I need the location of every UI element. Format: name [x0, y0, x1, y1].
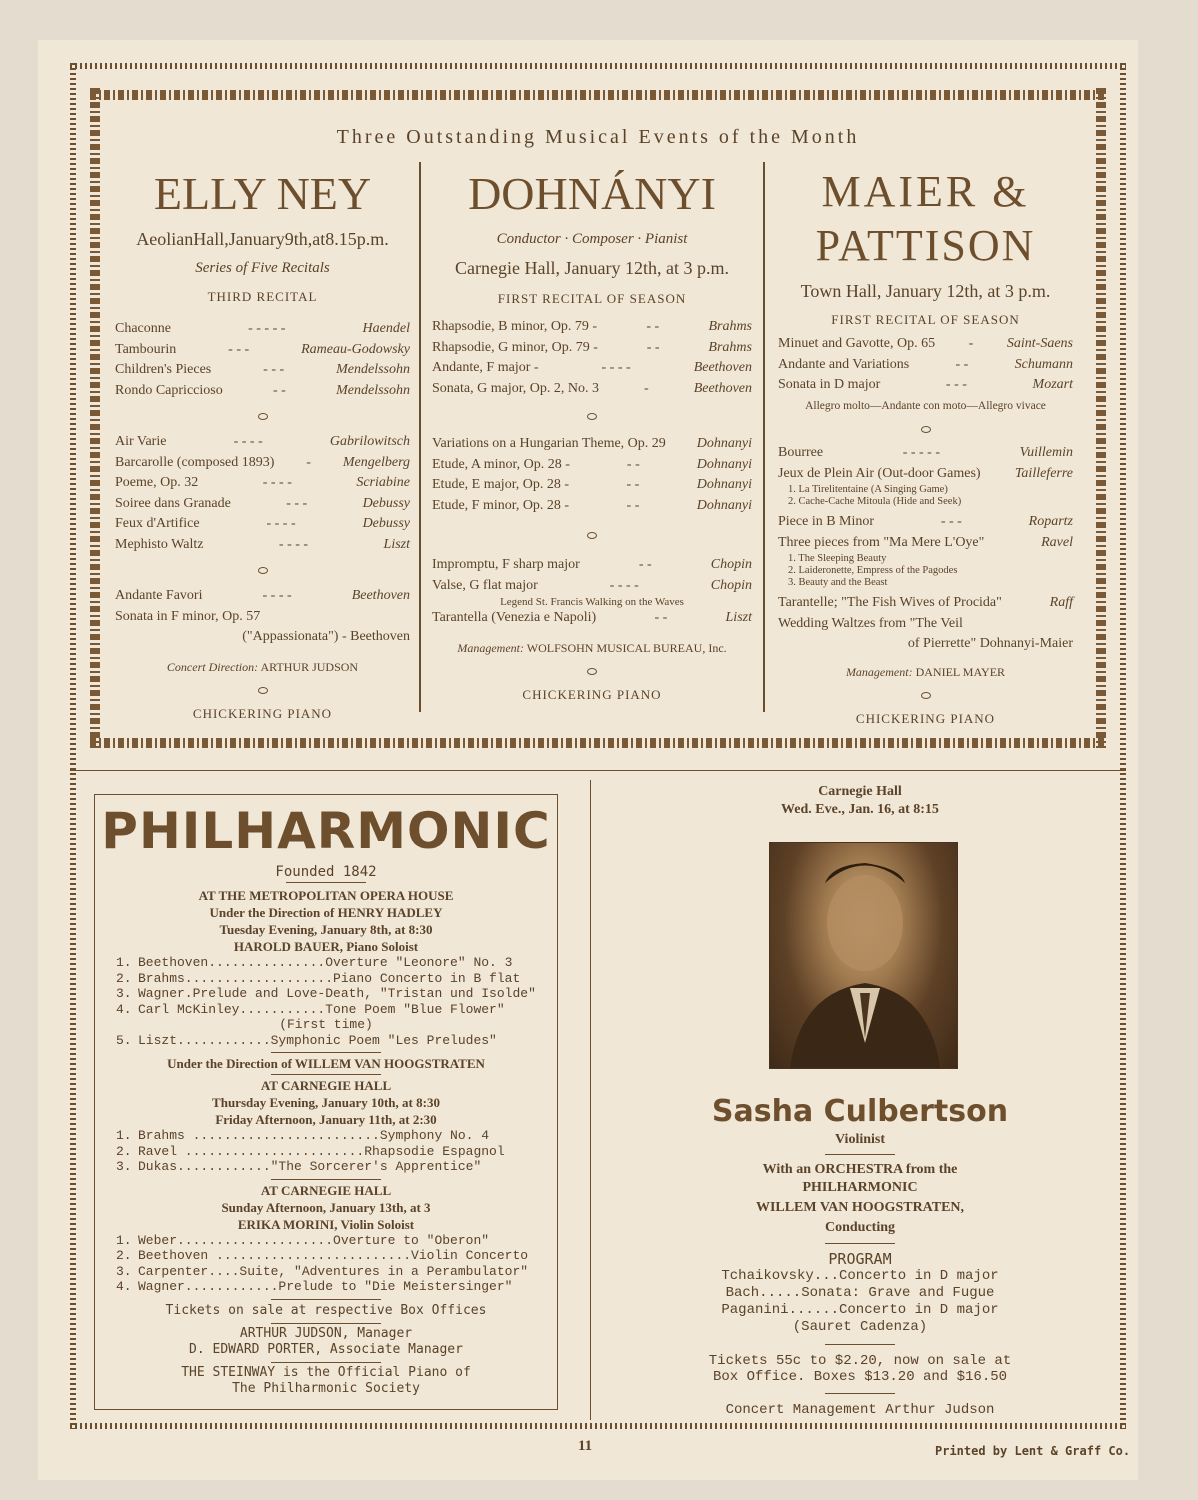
events-header: Three Outstanding Musical Events of the Month	[336, 126, 860, 148]
divider	[271, 1074, 381, 1075]
program-row: Wedding Waltzes from "The Veil	[778, 615, 963, 631]
section-ornament	[587, 532, 597, 539]
ney-series: Series of Five Recitals	[195, 260, 330, 276]
program-row: Impromptu, F sharp major - - Chopin	[432, 557, 752, 572]
program-row: Etude, E major, Op. 28 - - - Dohnanyi	[432, 477, 752, 492]
sasha-tickets-1: Tickets 55c to $2.20, now on sale at	[708, 1353, 1012, 1369]
dohnanyi-group-3	[432, 555, 752, 629]
section-ornament	[258, 413, 268, 420]
carnegie-header-1: AT CARNEGIE HALL	[260, 1078, 392, 1093]
direction-2: Under the Direction of WILLEM VAN HOOGSTRATEN	[167, 1056, 485, 1071]
date-2b: Friday Afternoon, January 11th, at 2:30	[215, 1112, 437, 1127]
printer-credit: Printed by Lent & Graff Co.	[935, 1444, 1131, 1458]
date-1: Tuesday Evening, January 8th, at 8:30	[219, 922, 433, 937]
program-row: Minuet and Gavotte, Op. 65 - Saint-Saens	[778, 336, 1073, 351]
program-row: Tarantelle; "The Fish Wives of Procida" Raff	[778, 595, 1073, 610]
section-ornament	[921, 692, 931, 699]
program-row: 3. Dukas............"The Sorcerer's Apprentice"	[116, 1159, 482, 1174]
maier-name-2: PATTISON	[815, 221, 1036, 270]
met-header: AT THE METROPOLITAN OPERA HOUSE	[198, 888, 454, 903]
program-row: 3. Carpenter....Suite, "Adventures in a Perambulator"	[116, 1263, 529, 1279]
ney-direction: Concert Direction: ARTHUR JUDSON	[166, 659, 359, 674]
maier-group-1	[778, 334, 1073, 416]
program-row: 4. Carl McKinley...........Tone Poem "Blue Flower"	[116, 1001, 505, 1017]
border-rule-top	[70, 63, 1126, 69]
ornament-left	[90, 88, 100, 748]
program-row: 1. Beethoven...............Overture "Leonore" No. 3	[116, 955, 513, 970]
date-2a: Thursday Evening, January 10th, at 8:30	[212, 1095, 440, 1110]
sasha-date: Wed. Eve., Jan. 16, at 8:15	[781, 802, 939, 817]
carnegie-header-2: AT CARNEGIE HALL	[260, 1182, 392, 1198]
soloist-1: HAROLD BAUER, Piano Soloist	[233, 939, 419, 954]
program-row: Sonata in F minor, Op. 57	[115, 608, 261, 624]
program-row: Tambourin - - - Rameau-Godowsky	[115, 341, 410, 357]
sasha-conducting: Conducting	[824, 1220, 896, 1235]
sub-item: 2. Cache-Cache Mitoula (Hide and Seek)	[788, 496, 962, 507]
divider	[271, 1179, 381, 1180]
sasha-name: Sasha Culbertson	[711, 1094, 1009, 1129]
border-rule-left	[70, 63, 76, 1429]
ney-group-2	[115, 432, 410, 555]
legend-note: Legend St. Francis Walking on the Waves	[500, 596, 684, 608]
section-ornament	[258, 567, 268, 574]
program-row: Etude, A minor, Op. 28 - - - Dohnanyi	[432, 456, 752, 472]
maier-management: Management: DANIEL MAYER	[845, 664, 1006, 679]
divider	[286, 882, 366, 883]
dohnanyi-column	[432, 165, 752, 703]
program-row: 1. Weber....................Overture to "Oberon"	[116, 1232, 490, 1248]
program-row: Variations on a Hungarian Theme, Op. 29 Dohnanyi	[432, 436, 752, 451]
sasha-management: Concert Management Arthur Judson	[725, 1402, 995, 1418]
program-row: 4. Wagner............Prelude to "Die Meistersinger"	[116, 1279, 513, 1294]
ney-piano: CHICKERING PIANO	[192, 705, 333, 721]
steinway-2: The Philharmonic Society	[232, 1380, 420, 1396]
program-row: (Sauret Cadenza)	[792, 1319, 928, 1335]
sasha-with-2: PHILHARMONIC	[802, 1180, 918, 1195]
program-row: Valse, G flat major - - - - Chopin	[432, 577, 752, 593]
divider	[825, 1154, 895, 1155]
ney-column	[115, 165, 410, 722]
divider	[825, 1243, 895, 1244]
program-row: 2. Ravel .......................Rhapsodie Espagnol	[116, 1143, 505, 1159]
section-ornament	[258, 687, 268, 694]
program-row: Piece in B Minor - - - Ropartz	[778, 514, 1073, 529]
maier-recital: FIRST RECITAL OF SEASON	[831, 312, 1020, 327]
ornament-right	[1096, 88, 1106, 748]
program-row: Andante and Variations - - Schumann	[778, 356, 1073, 372]
program-row: 2. Beethoven .........................Violin Concerto	[116, 1248, 529, 1263]
divider	[271, 1362, 381, 1363]
dohnanyi-roles: Conductor · Composer · Pianist	[496, 231, 688, 247]
sasha-role: Violinist	[834, 1132, 886, 1147]
dohnanyi-venue: Carnegie Hall, January 12th, at 3 p.m.	[455, 258, 729, 278]
section-ornament	[587, 413, 597, 420]
program-1	[98, 955, 554, 1048]
program-row: 3. Wagner.Prelude and Love-Death, "Tristan und Isolde"	[116, 986, 536, 1001]
sasha-conductor: WILLEM VAN HOOGSTRATEN,	[755, 1200, 965, 1215]
divider	[825, 1393, 895, 1394]
section-separator	[70, 770, 1126, 771]
ney-recital: THIRD RECITAL	[207, 289, 318, 304]
section-ornament	[587, 668, 597, 675]
dohnanyi-group-2	[432, 434, 752, 516]
philharmonic-title: PHILHARMONIC	[101, 802, 551, 860]
steinway-1: THE STEINWAY is the Official Piano of	[181, 1364, 471, 1380]
program-row: 1. Brahms ........................Symphony No. 4	[116, 1128, 490, 1143]
program-row: Poeme, Op. 32 - - - - Scriabine	[115, 475, 410, 490]
program-row: ("Appassionata") - Beethoven	[242, 629, 410, 644]
dohnanyi-piano: CHICKERING PIANO	[522, 686, 662, 702]
ney-group-1	[115, 319, 410, 401]
divider	[271, 1052, 381, 1053]
program-row: Rhapsodie, B minor, Op. 79 - - - Brahms	[432, 319, 752, 334]
program-row: Paganini......Concerto in D major	[721, 1302, 999, 1318]
sasha-hall: Carnegie Hall	[818, 784, 902, 799]
program-row: Mephisto Waltz - - - - Liszt	[115, 536, 410, 552]
program-row: Bourree - - - - - Vuillemin	[778, 445, 1073, 460]
sasha-content	[640, 1092, 1080, 1418]
sub-item: 2. Laideronette, Empress of the Pagodes	[788, 565, 958, 576]
program-label: PROGRAM	[828, 1250, 892, 1268]
program-row: (First time)	[279, 1017, 373, 1032]
program-row: Andante Favori - - - - Beethoven	[115, 588, 410, 603]
program-row: Jeux de Plein Air (Out-door Games) Tailleferre	[778, 465, 1073, 481]
maier-column	[778, 165, 1073, 727]
program-3	[98, 1233, 554, 1295]
divider	[271, 1299, 381, 1300]
ornament-top	[90, 90, 1106, 100]
direction-1: Under the Direction of HENRY HADLEY	[209, 905, 443, 920]
ornament-bottom	[90, 738, 1106, 748]
program-row: Feux d'Artifice - - - - Debussy	[115, 516, 410, 531]
program-row: of Pierrette" Dohnanyi-Maier	[907, 636, 1073, 651]
program-row: Children's Pieces - - - Mendelssohn	[115, 362, 410, 377]
program-row: Air Varie - - - - Gabrilowitsch	[115, 434, 410, 449]
program-row: Tchaikovsky...Concerto in D major	[721, 1268, 999, 1284]
tempo-note: Allegro molto—Andante con moto—Allegro vivace	[805, 399, 1046, 412]
dohnanyi-group-1	[432, 317, 752, 399]
program-2	[98, 1128, 554, 1175]
program-row: Andante, F major - - - - - Beethoven	[432, 360, 752, 375]
divider-2	[763, 162, 765, 712]
section-ornament	[921, 426, 931, 433]
program-row: Sonata, G major, Op. 2, No. 3 - Beethoven	[432, 380, 752, 396]
sasha-header	[640, 783, 1080, 819]
philharmonic-founded: Founded 1842	[275, 864, 377, 880]
portrait-figure	[770, 843, 957, 1068]
program-row: Soiree dans Granade - - - Debussy	[115, 495, 410, 511]
column-separator	[590, 780, 591, 1420]
ney-name: ELLY NEY	[153, 168, 372, 219]
maier-name-1: MAIER &	[821, 167, 1030, 216]
page-number: 11	[578, 1438, 593, 1454]
program-row: 2. Brahms...................Piano Concerto in B flat	[116, 970, 521, 986]
soloist-3: ERIKA MORINI, Violin Soloist	[237, 1216, 415, 1232]
program-row: Chaconne - - - - - Haendel	[115, 321, 410, 336]
dohnanyi-recital: FIRST RECITAL OF SEASON	[497, 291, 687, 306]
sasha-with-1: With an ORCHESTRA from the	[762, 1162, 958, 1177]
border-rule-bottom	[70, 1423, 1126, 1429]
manager-2: D. EDWARD PORTER, Associate Manager	[189, 1341, 463, 1357]
sub-item: 1. The Sleeping Beauty	[788, 553, 887, 564]
box-office-note: Tickets on sale at respective Box Offices	[165, 1302, 487, 1318]
dohnanyi-management: Management: WOLFSOHN MUSICAL BUREAU, Inc.	[457, 640, 727, 655]
border-rule-right	[1120, 63, 1126, 1429]
date-3: Sunday Afternoon, January 13th, at 3	[221, 1199, 431, 1215]
sasha-program	[640, 1268, 1080, 1336]
program-row: Etude, F minor, Op. 28 - - - Dohnanyi	[432, 497, 752, 513]
sub-item: 1. La Tirelitentaine (A Singing Game)	[788, 484, 948, 495]
ney-venue: AeolianHall,January9th,at8.15p.m.	[136, 229, 389, 249]
divider	[825, 1344, 895, 1345]
sub-item: 3. Beauty and the Beast	[788, 577, 888, 588]
program-row: Sonata in D major - - - Mozart	[778, 377, 1073, 392]
manager-1: ARTHUR JUDSON, Manager	[239, 1325, 413, 1341]
ney-group-3	[115, 586, 410, 648]
program-row: Three pieces from "Ma Mere L'Oye" Ravel	[778, 534, 1073, 550]
maier-piano: CHICKERING PIANO	[855, 710, 996, 726]
program-row: Rhapsodie, G minor, Op. 79 - - - Brahms	[432, 339, 752, 355]
program-row: Rondo Capriccioso - - Mendelssohn	[115, 382, 410, 398]
program-row: Bach.....Sonata: Grave and Fugue	[725, 1285, 995, 1301]
philharmonic-content	[98, 798, 554, 1397]
program-row: Tarantella (Venezia e Napoli) - - Liszt	[432, 610, 752, 625]
maier-group-2	[778, 443, 1073, 655]
program-row: 5. Liszt............Symphonic Poem "Les Preludes"	[116, 1032, 497, 1048]
maier-venue: Town Hall, January 12th, at 3 p.m.	[800, 281, 1051, 301]
sasha-tickets-2: Box Office. Boxes $13.20 and $16.50	[712, 1369, 1008, 1385]
divider	[271, 1323, 381, 1324]
program-row: Barcarolle (composed 1893) - Mengelberg	[115, 454, 410, 470]
dohnanyi-name: DOHNÁNYI	[468, 168, 716, 219]
portrait-photo	[769, 842, 958, 1069]
divider-1	[419, 162, 421, 712]
